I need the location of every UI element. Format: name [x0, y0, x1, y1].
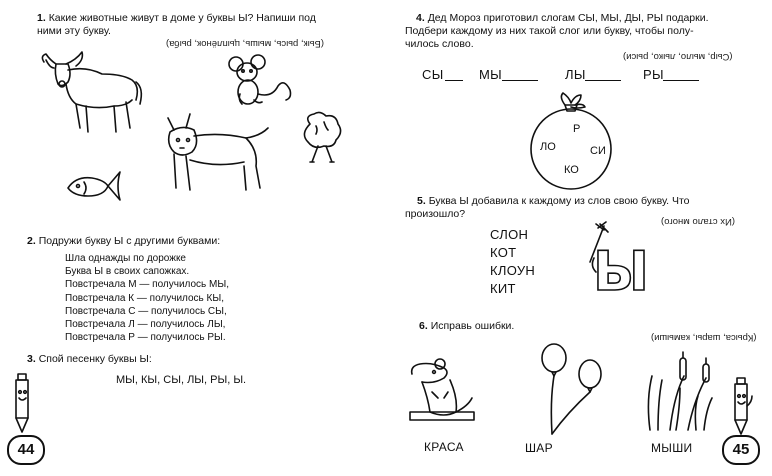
task6-number: 6.	[419, 320, 428, 332]
lynx-illustration	[160, 110, 272, 195]
task1-answer-text: (Бык, рысь, мышь, цыплёнок, рыба)	[166, 38, 324, 49]
task1-text-1: Какие животные живут в доме у буквы Ы? Напиши под	[48, 12, 316, 24]
syllable-1-text: СЫ	[422, 67, 444, 82]
task5-line1	[417, 195, 690, 208]
task4-text-2: Подбери каждому из них такой слог или букву, чтобы полу-	[405, 25, 694, 37]
task2-number: 2.	[27, 235, 36, 247]
task1-text-2: ними эту букву.	[37, 25, 111, 37]
word-kot: КОТ	[490, 245, 517, 260]
task3-line	[27, 353, 152, 366]
syllable-3-text: ЛЫ	[565, 67, 586, 82]
pencil-character-right-icon	[728, 376, 754, 438]
syllable-3-blank[interactable]	[585, 80, 621, 81]
rat-illustration	[408, 358, 478, 430]
task6-answer	[651, 327, 757, 345]
poem-line-1: Шла однажды по дорожке	[65, 253, 186, 264]
syllable-1	[422, 67, 444, 82]
poem-line-3: Повстречала М — получилось МЫ,	[65, 279, 229, 291]
task5-answer-text: (Их стало много)	[661, 216, 735, 227]
word-kloun: КЛОУН	[490, 263, 536, 278]
task2-line	[27, 235, 220, 248]
syllable-4-text: РЫ	[643, 67, 664, 82]
task5-text-1: Буква Ы добавила к каждому из слов свою букву. Что	[428, 195, 690, 207]
task6-word-1: КРАСА	[424, 440, 464, 454]
task5-answer	[661, 211, 735, 229]
pencil-character-left-icon	[10, 372, 34, 436]
task6-line	[419, 320, 514, 333]
poem-line-4: Повстречала К — получилось КЫ,	[65, 292, 224, 304]
mouse-illustration	[228, 54, 294, 106]
bull-illustration	[36, 52, 148, 142]
task3-text: Спой песенку буквы Ы:	[38, 353, 152, 365]
task5-words	[490, 226, 535, 298]
balloons-illustration	[538, 344, 608, 436]
task4-answer-text: (Сыр, мыло, лыко, рыси)	[623, 51, 733, 62]
chick-illustration	[300, 112, 344, 166]
task1-line1	[37, 12, 316, 25]
letter-character-glyph: Ы	[593, 240, 649, 303]
task5-number: 5.	[417, 195, 426, 207]
syllable-4-blank[interactable]	[663, 80, 699, 81]
bag-letter-1: Р	[573, 123, 581, 135]
bag-letter-3: СИ	[590, 145, 606, 157]
task6-text: Исправь ошибки.	[430, 320, 515, 332]
page-number-left: 44	[7, 435, 45, 465]
task1-number: 1.	[37, 12, 46, 24]
task4-number: 4.	[416, 12, 425, 24]
syllable-3	[565, 67, 586, 82]
word-slon: СЛОН	[490, 227, 529, 242]
poem-line-5: Повстречала С — получилось СЫ,	[65, 305, 227, 317]
poem-line-6: Повстречала Л — получилось ЛЫ,	[65, 319, 226, 331]
syllable-1-blank[interactable]	[445, 80, 463, 81]
poem-line-7: Повстречала Р — получилось РЫ.	[65, 332, 226, 344]
task6-answer-text: (Крыса, шары, камыши)	[651, 332, 757, 343]
bag-letter-2: ЛО	[540, 141, 556, 153]
task4-line1	[416, 12, 709, 25]
task6-word-2: ШАР	[525, 441, 553, 455]
reeds-illustration	[640, 350, 718, 432]
task4-text-1: Дед Мороз приготовил слогам СЫ, МЫ, ДЫ, РЫ подарки.	[427, 12, 709, 24]
task5-text-2: произошло?	[405, 208, 466, 220]
syllable-2-blank[interactable]	[502, 80, 538, 81]
syllable-2	[479, 67, 502, 82]
page-number-right: 45	[722, 435, 760, 465]
task1-answer	[166, 33, 324, 51]
syllable-4	[643, 67, 664, 82]
syllable-2-text: МЫ	[479, 67, 502, 82]
task4-answer	[623, 46, 733, 64]
task2-poem	[65, 252, 229, 344]
task2-text: Подружи букву Ы с другими буквами:	[38, 235, 221, 247]
task4-text-3: чилось слово.	[405, 38, 474, 50]
word-kit: КИТ	[490, 281, 516, 296]
task6-word-3: МЫШИ	[651, 441, 693, 455]
task3-song: МЫ, КЫ, СЫ, ЛЫ, РЫ, Ы.	[116, 374, 247, 386]
poem-line-2: Буква Ы в своих сапожках.	[65, 266, 190, 278]
bag-letter-4: КО	[564, 164, 579, 176]
fish-illustration	[66, 166, 122, 206]
task3-number: 3.	[27, 353, 36, 365]
